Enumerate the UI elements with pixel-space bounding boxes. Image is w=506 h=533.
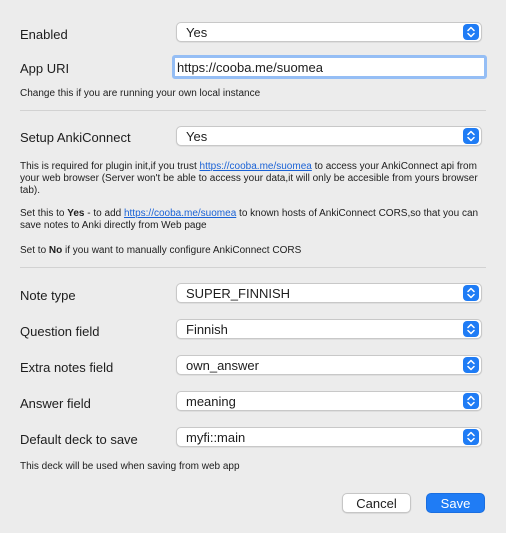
answer-field-label: Answer field (20, 395, 91, 411)
suomea-link[interactable]: https://cooba.me/suomea (123, 208, 237, 219)
setup-ankiconnect-label: Setup AnkiConnect (20, 129, 131, 145)
help-text: - to add (84, 208, 124, 219)
chevron-updown-icon (463, 24, 479, 40)
extra-notes-field-select[interactable] (176, 355, 482, 375)
divider (20, 110, 486, 111)
extra-notes-field-label: Extra notes field (20, 359, 114, 375)
help-text: to access your AnkiConnect api from your web browser (Server won't be able to access your data,it will only be accesible from yours browser tab). (20, 161, 478, 196)
app-uri-value: https://cooba.me/suomea (177, 59, 323, 75)
default-deck-help: This deck will be used when saving from web app (20, 461, 240, 472)
setup-ankiconnect-select[interactable] (176, 126, 482, 146)
extra-notes-field-value: own_answer (186, 357, 259, 373)
enabled-label: Enabled (20, 26, 68, 42)
ankiconnect-help-1 (20, 161, 486, 197)
help-bold: Yes (67, 208, 85, 219)
question-field-value: Finnish (186, 321, 228, 337)
note-type-label: Note type (20, 287, 76, 303)
app-uri-label: App URI (20, 60, 70, 76)
question-field-select[interactable] (176, 319, 482, 339)
chevron-updown-icon (463, 128, 479, 144)
ankiconnect-help-2 (20, 208, 486, 232)
note-type-value: SUPER_FINNISH (186, 285, 291, 301)
help-text: Set this to (20, 208, 68, 219)
save-button[interactable]: Save (426, 493, 485, 513)
app-uri-input[interactable] (172, 55, 487, 79)
answer-field-value: meaning (186, 393, 236, 409)
divider (20, 267, 486, 268)
chevron-updown-icon (463, 429, 479, 445)
ankiconnect-help-3 (20, 245, 486, 257)
setup-ankiconnect-value: Yes (186, 128, 208, 144)
cancel-button[interactable]: Cancel (342, 493, 411, 513)
answer-field-select[interactable] (176, 391, 482, 411)
app-uri-help: Change this if you are running your own local instance (20, 88, 261, 99)
help-bold: No (48, 245, 63, 256)
default-deck-select[interactable] (176, 427, 482, 447)
chevron-updown-icon (463, 285, 479, 301)
enabled-select[interactable] (176, 22, 482, 42)
help-text: Set to (20, 245, 49, 256)
enabled-value: Yes (186, 24, 208, 40)
chevron-updown-icon (463, 357, 479, 373)
chevron-updown-icon (463, 321, 479, 337)
question-field-label: Question field (20, 323, 100, 339)
help-text: This is required for plugin init,if you trust (20, 161, 200, 172)
note-type-select[interactable] (176, 283, 482, 303)
default-deck-label: Default deck to save (20, 431, 138, 447)
chevron-updown-icon (463, 393, 479, 409)
default-deck-value: myfi::main (186, 429, 246, 445)
help-text: if you want to manually configure AnkiConnect CORS (62, 245, 302, 256)
help-text: to known hosts of AnkiConnect CORS,so that you can save notes to Anki directly from Web page (20, 208, 479, 231)
suomea-link[interactable]: https://cooba.me/suomea (199, 161, 312, 172)
